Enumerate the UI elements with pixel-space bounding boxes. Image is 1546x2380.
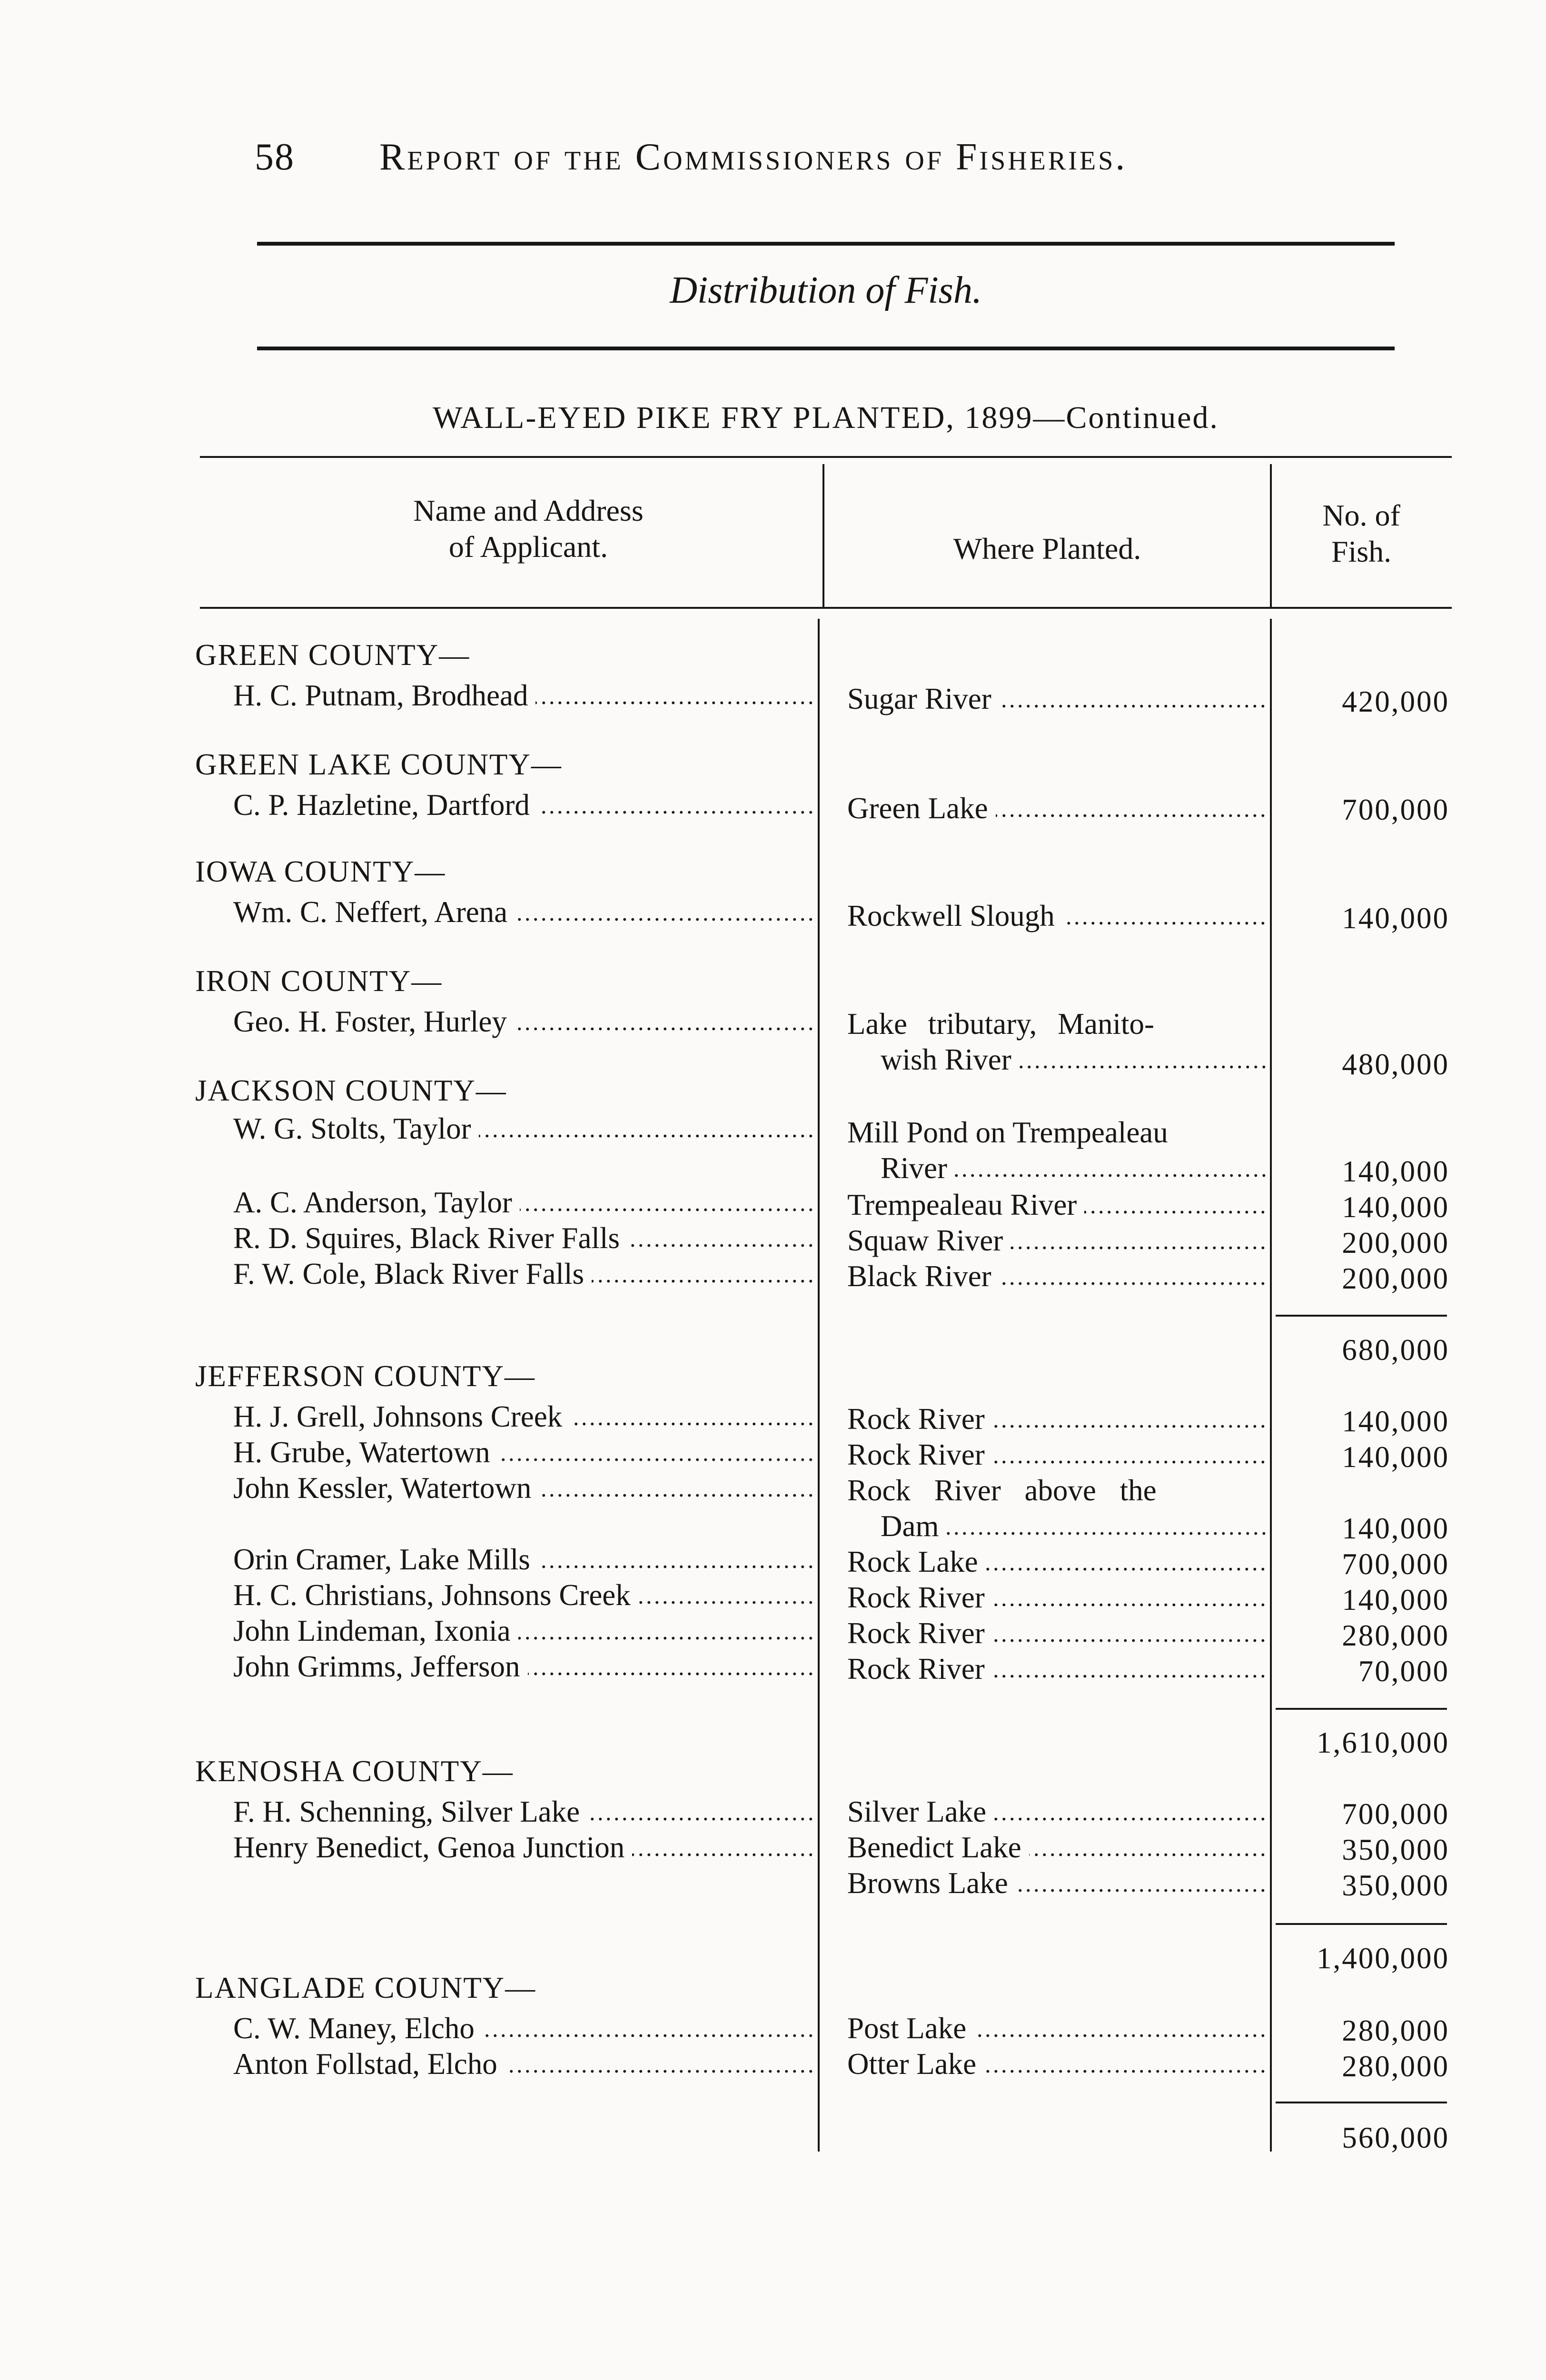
county-heading: JEFFERSON COUNTY— <box>195 1359 535 1393</box>
fish-count: 200,000 <box>1342 1262 1449 1295</box>
where-cell: Rock River . . . <box>847 1616 1266 1651</box>
page-number: 58 <box>255 136 295 178</box>
subtotal-rule <box>1276 1923 1447 1925</box>
fish-count: 140,000 <box>1342 1512 1449 1545</box>
table-title: WALL-EYED PIKE FRY PLANTED, 1899—Continued. <box>433 400 1219 435</box>
subtitle-rule <box>257 347 1395 350</box>
county-heading: IOWA COUNTY— <box>195 855 446 888</box>
county-total: 680,000 <box>1342 1333 1449 1367</box>
where-cell: Rock River . . . <box>847 1438 1266 1472</box>
where-cell: Lake tributary, Manito- <box>847 1007 1266 1041</box>
county-heading: JACKSON COUNTY— <box>195 1074 507 1107</box>
applicant-cell: F. W. Cole, Black River Falls . . . <box>233 1257 814 1291</box>
fish-count: 280,000 <box>1342 2050 1449 2083</box>
subtotal-rule <box>1276 1708 1447 1710</box>
where-cell: Mill Pond on Trempealeau <box>847 1115 1266 1150</box>
applicant-cell: Anton Follstad, Elcho . . . <box>233 2047 814 2082</box>
applicant-cell: Henry Benedict, Genoa Junction . . . <box>233 1830 814 1865</box>
applicant-cell: A. C. Anderson, Taylor . . . <box>233 1185 814 1220</box>
where-cell: Rock River . . . <box>847 1652 1266 1686</box>
fish-count: 350,000 <box>1342 1833 1449 1866</box>
applicant-cell: Wm. C. Neffert, Arena . . . <box>233 895 814 930</box>
where-cell: Rock River . . . <box>847 1402 1266 1437</box>
where-cell: Browns Lake . . . <box>847 1866 1266 1901</box>
applicant-cell: Geo. H. Foster, Hurley . . . <box>233 1004 814 1039</box>
subtotal-rule <box>1276 1315 1447 1317</box>
applicant-header-line-2: of Applicant. <box>448 530 608 564</box>
top-rule <box>257 242 1395 246</box>
fish-count: 700,000 <box>1342 1547 1449 1581</box>
column-divider-2-header <box>1270 464 1272 607</box>
where-cell-continued: wish River . . . <box>881 1042 1266 1077</box>
fish-count: 420,000 <box>1342 685 1449 718</box>
where-cell: Rock River . . . <box>847 1580 1266 1615</box>
applicant-cell: H. J. Grell, Johnsons Creek . . . <box>233 1399 814 1434</box>
where-cell: Post Lake . . . <box>847 2011 1266 2046</box>
where-cell-continued: Dam . . . <box>881 1509 1266 1544</box>
header-bottom-rule <box>200 607 1452 609</box>
column-header-where: Where Planted. <box>953 532 1141 565</box>
column-header-fish <box>1280 497 1442 570</box>
applicant-cell: John Lindeman, Ixonia . . . <box>233 1614 814 1648</box>
where-cell: Silver Lake . . . <box>847 1795 1266 1829</box>
where-cell: Trempealeau River . . . <box>847 1188 1266 1222</box>
where-cell: Rockwell Slough . . . <box>847 899 1266 933</box>
county-total: 1,610,000 <box>1317 1726 1449 1759</box>
where-cell: Squaw River . . . <box>847 1223 1266 1258</box>
fish-count: 70,000 <box>1358 1655 1449 1688</box>
fish-count: 700,000 <box>1342 1797 1449 1831</box>
where-cell: Sugar River . . . <box>847 682 1266 716</box>
fish-count: 140,000 <box>1342 1583 1449 1616</box>
fish-count: 140,000 <box>1342 1155 1449 1188</box>
applicant-cell: W. G. Stolts, Taylor . . . <box>233 1111 814 1146</box>
fish-count: 280,000 <box>1342 2014 1449 2047</box>
fish-count: 140,000 <box>1342 1405 1449 1438</box>
column-divider-2 <box>1270 619 1272 2152</box>
applicant-cell: H. C. Christians, Johnsons Creek . . . <box>233 1578 814 1613</box>
fish-count: 140,000 <box>1342 902 1449 935</box>
column-header-applicant <box>267 493 790 565</box>
where-cell: Benedict Lake . . . <box>847 1830 1266 1865</box>
running-title: Report of the Commissioners of Fisheries. <box>379 136 1128 178</box>
column-divider-1-header <box>823 464 824 607</box>
table-top-rule <box>200 456 1452 458</box>
fish-count: 350,000 <box>1342 1869 1449 1902</box>
applicant-cell: H. C. Putnam, Brodhead . . . <box>233 678 814 713</box>
subtotal-rule <box>1276 2102 1447 2103</box>
applicant-cell: C. W. Maney, Elcho . . . <box>233 2011 814 2046</box>
where-cell: Rock Lake . . . <box>847 1545 1266 1579</box>
fish-count: 200,000 <box>1342 1226 1449 1259</box>
applicant-cell: Orin Cramer, Lake Mills . . . <box>233 1542 814 1577</box>
county-heading: LANGLADE COUNTY— <box>195 1971 536 2004</box>
applicant-cell: R. D. Squires, Black River Falls . . . <box>233 1221 814 1256</box>
applicant-cell: H. Grube, Watertown . . . <box>233 1435 814 1470</box>
fish-count: 280,000 <box>1342 1619 1449 1652</box>
applicant-cell: F. H. Schenning, Silver Lake . . . <box>233 1795 814 1829</box>
where-cell: Green Lake . . . <box>847 791 1266 826</box>
county-total: 560,000 <box>1342 2121 1449 2154</box>
section-subtitle: Distribution of Fish. <box>670 269 982 311</box>
fish-header-line-2: Fish. <box>1331 535 1392 568</box>
running-header <box>255 136 1316 179</box>
county-heading: KENOSHA COUNTY— <box>195 1755 514 1788</box>
county-heading: GREEN COUNTY— <box>195 638 470 672</box>
county-total: 1,400,000 <box>1317 1942 1449 1975</box>
column-divider-1 <box>818 619 820 2152</box>
fish-count: 480,000 <box>1342 1048 1449 1081</box>
fish-count: 700,000 <box>1342 793 1449 826</box>
fish-count: 140,000 <box>1342 1440 1449 1474</box>
applicant-cell: John Grimms, Jefferson . . . <box>233 1649 814 1684</box>
applicant-cell: C. P. Hazletine, Dartford . . . <box>233 788 814 823</box>
where-cell: Rock River above the <box>847 1473 1266 1508</box>
where-cell-continued: River . . . <box>881 1151 1266 1186</box>
where-cell: Black River . . . <box>847 1259 1266 1294</box>
applicant-header-line-1: Name and Address <box>413 494 644 527</box>
county-heading: IRON COUNTY— <box>195 964 443 998</box>
fish-header-line-1: No. of <box>1322 498 1400 532</box>
where-cell: Otter Lake . . . <box>847 2047 1266 2082</box>
applicant-cell: John Kessler, Watertown . . . <box>233 1471 814 1506</box>
fish-count: 140,000 <box>1342 1190 1449 1224</box>
county-heading: GREEN LAKE COUNTY— <box>195 748 562 781</box>
